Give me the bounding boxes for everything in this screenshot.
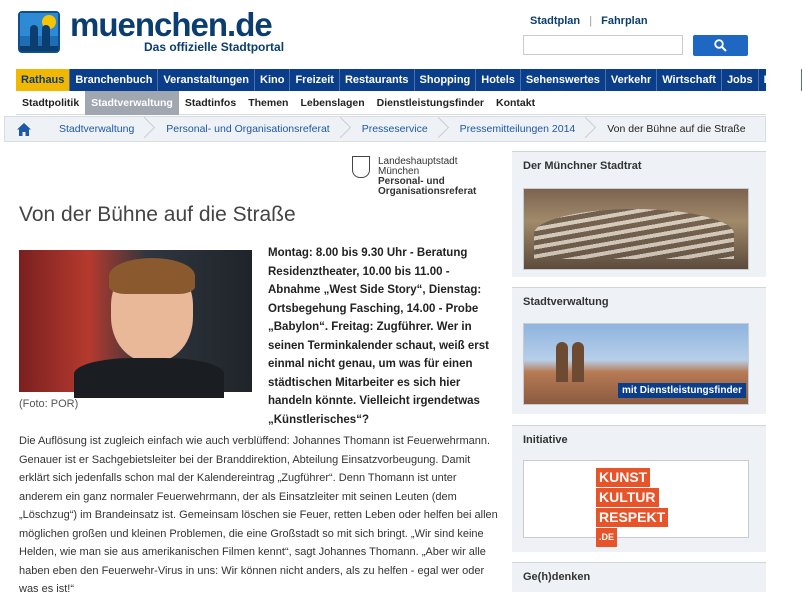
subnav-lebenslagen[interactable]: Lebenslagen bbox=[300, 97, 365, 109]
site-logo-text[interactable]: muenchen.de bbox=[70, 6, 272, 43]
sidebar-box-gedenken bbox=[512, 562, 766, 592]
subnav-stadtverwaltung[interactable]: Stadtverwaltung bbox=[85, 91, 179, 115]
sidebar-box-title: Ge(h)denken bbox=[523, 571, 591, 583]
article-body: Die Auflösung ist zugleich einfach wie auch verblüffend: Johannes Thomann ist Feuerwehrmann. Genauer ist er Sachgebietsleiter bei der Branddirektion, Abteilung Einsatzvorbeugung. Damit erklärt sich jedenfalls schon mal der Kalendereintrag „Zugführer“. Denn Thomann ist unter anderem ein ganz normaler Feuerwehrmann, der als Einsatzleiter mit seinen Leuten (dem „Löschzug“) im Brandeinsatz ist. Gemeinsam löschen sie Feuer, retten Leben oder helfen bei allen möglichen großen und kleinen Problemen, die eine Großstadt so mit sich bringt. „Wir sind keine Helden, wie man sie aus amerikanischen Filmen kennt“, sagt Johannes Thomann. „Aber wir alle haben eben den Feuerwehr-Virus in uns: Wir können nicht anders, als zu helfen - egal wer oder was es ist!“ bbox=[19, 435, 498, 595]
photo-caption: (Foto: POR) bbox=[19, 398, 79, 410]
nav-rathaus[interactable]: Rathaus bbox=[16, 69, 70, 91]
sidebar-box-title: Der Münchner Stadtrat bbox=[523, 160, 642, 172]
subnav-kontakt[interactable]: Kontakt bbox=[496, 97, 536, 109]
site-logo-subtitle: Das offizielle Stadtportal bbox=[144, 40, 285, 54]
nav-hotels[interactable]: Hotels bbox=[476, 69, 521, 91]
subnav-dienstleistungsfinder[interactable]: Dienstleistungsfinder bbox=[376, 97, 485, 109]
home-icon bbox=[16, 122, 32, 137]
nav-leben[interactable]: Leben bbox=[759, 69, 802, 91]
subnav-stadtinfos[interactable]: Stadtinfos bbox=[184, 97, 237, 109]
breadcrumb-pressemitteilungen[interactable]: Pressemitteilungen 2014 bbox=[444, 116, 592, 142]
nav-branchenbuch[interactable]: Branchenbuch bbox=[70, 69, 158, 91]
search-input[interactable] bbox=[523, 35, 683, 55]
subnav-themen[interactable]: Themen bbox=[248, 97, 289, 109]
breadcrumb-personalreferat[interactable]: Personal- und Organisationsreferat bbox=[150, 116, 345, 142]
logo-word-kunst: KUNST bbox=[596, 468, 650, 487]
sub-navigation bbox=[16, 91, 766, 115]
page-title: Von der Bühne auf die Straße bbox=[19, 203, 296, 226]
breadcrumb bbox=[4, 116, 766, 142]
sidebar-box-title: Initiative bbox=[523, 434, 568, 446]
kunst-kultur-respekt-logo bbox=[596, 468, 678, 542]
org-logo-line2: München bbox=[378, 166, 420, 177]
stadtplan-link[interactable]: Stadtplan bbox=[530, 15, 581, 27]
muenchen-logo-icon[interactable] bbox=[18, 11, 60, 53]
subnav-stadtpolitik[interactable]: Stadtpolitik bbox=[22, 97, 80, 109]
breadcrumb-stadtverwaltung[interactable]: Stadtverwaltung bbox=[43, 116, 150, 142]
dienstleistungsfinder-label: mit Dienstleistungsfinder bbox=[618, 383, 746, 398]
stadtrat-image[interactable] bbox=[523, 188, 749, 270]
sidebar bbox=[512, 142, 766, 590]
sidebar-box-initiative bbox=[512, 425, 766, 552]
sidebar-box-title: Stadtverwaltung bbox=[523, 296, 609, 308]
munich-crest-icon bbox=[352, 156, 370, 178]
nav-sehenswertes[interactable]: Sehenswertes bbox=[521, 69, 606, 91]
nav-verkehr[interactable]: Verkehr bbox=[606, 69, 657, 91]
search-button[interactable] bbox=[693, 35, 748, 56]
nav-freizeit[interactable]: Freizeit bbox=[290, 69, 340, 91]
fahrplan-link[interactable]: Fahrplan bbox=[601, 15, 648, 27]
article-content bbox=[4, 142, 504, 595]
logo-word-de: .DE bbox=[596, 528, 617, 547]
kunst-kultur-respekt-banner[interactable] bbox=[523, 460, 749, 542]
link-separator: | bbox=[589, 15, 593, 27]
logo-word-respekt: RESPEKT bbox=[596, 508, 668, 527]
article-photo bbox=[19, 250, 252, 392]
breadcrumb-home[interactable] bbox=[5, 116, 43, 142]
nav-restaurants[interactable]: Restaurants bbox=[340, 69, 415, 91]
main-navigation bbox=[16, 69, 797, 91]
org-logo-line3: Personal- und bbox=[378, 176, 445, 187]
article-teaser: Montag: 8.00 bis 9.30 Uhr - Beratung Residenztheater, 10.00 bis 11.00 - Abnahme „West Side Story“, Dienstag: Ortsbegehung Fasching, 14.00 - Probe „Babylon“. Freitag: Zugführer. Wer in seinen Terminkalender schaut, weiß erst einmal nicht genau, um was für einen städtischen Mitarbeiter es sich hier handeln könnte. Vielleicht irgendetwas „Künstlerisches“? bbox=[268, 247, 489, 426]
search-icon bbox=[714, 39, 727, 52]
org-logo-line4: Organisationsreferat bbox=[378, 186, 477, 197]
logo-word-kultur: KULTUR bbox=[596, 488, 659, 507]
nav-shopping[interactable]: Shopping bbox=[415, 69, 477, 91]
breadcrumb-presseservice[interactable]: Presseservice bbox=[346, 116, 444, 142]
nav-kino[interactable]: Kino bbox=[255, 69, 290, 91]
nav-jobs[interactable]: Jobs bbox=[722, 69, 759, 91]
stadtverwaltung-image[interactable] bbox=[523, 323, 749, 405]
sidebar-box-stadtverwaltung bbox=[512, 287, 766, 414]
nav-veranstaltungen[interactable]: Veranstaltungen bbox=[158, 69, 255, 91]
site-header bbox=[0, 0, 768, 67]
nav-wirtschaft[interactable]: Wirtschaft bbox=[657, 69, 722, 91]
sidebar-box-stadtrat bbox=[512, 151, 766, 277]
top-links bbox=[530, 15, 654, 27]
org-logo-line1: Landeshauptstadt bbox=[378, 156, 458, 167]
breadcrumb-current: Von der Bühne auf die Straße bbox=[607, 123, 746, 135]
